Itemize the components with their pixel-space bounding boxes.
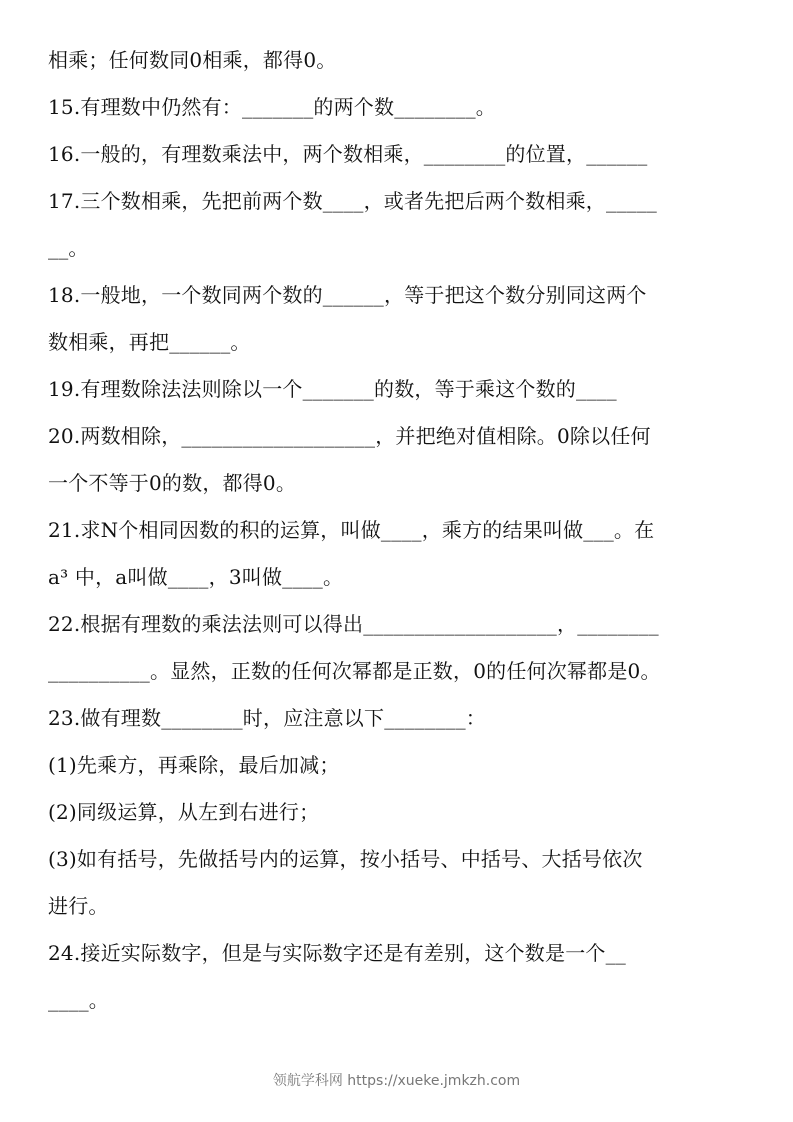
text-line: 进行。 bbox=[48, 894, 109, 918]
text-line: __。 bbox=[48, 236, 89, 260]
text-line: 数相乘，再把______。 bbox=[48, 330, 251, 354]
question-18: 18.一般地，一个数同两个数的______，等于把这个数分别同这两个 bbox=[48, 283, 647, 307]
question-21: 21.求N个相同因数的积的运算，叫做____，乘方的结果叫做___。在 bbox=[48, 518, 655, 542]
question-20: 20.两数相除，___________________，并把绝对值相除。0除以任何 bbox=[48, 424, 651, 448]
text-line: ____。 bbox=[48, 988, 109, 1012]
text-line: __________。显然，正数的任何次幂都是正数，0的任何次幂都是0。 bbox=[48, 659, 661, 683]
question-19: 19.有理数除法法则除以一个_______的数，等于乘这个数的____ bbox=[48, 377, 617, 401]
question-15: 15.有理数中仍然有：_______的两个数________。 bbox=[48, 95, 497, 119]
list-item: (2)同级运算，从左到右进行； bbox=[48, 800, 320, 824]
document-body bbox=[48, 46, 748, 1033]
page-footer: 领航学科网 https://xueke.jmkzh.com bbox=[272, 1073, 521, 1089]
question-17: 17.三个数相乘，先把前两个数____，或者先把后两个数相乘，_____ bbox=[48, 189, 658, 213]
question-16: 16.一般的，有理数乘法中，两个数相乘，________的位置，______ bbox=[48, 142, 648, 166]
list-item: (3)如有括号，先做括号内的运算，按小括号、中括号、大括号依次 bbox=[48, 847, 643, 871]
text-line: a³ 中，a叫做____，3叫做____。 bbox=[48, 565, 344, 589]
question-22: 22.根据有理数的乘法法则可以得出___________________，________ bbox=[48, 612, 659, 636]
text-line: 一个不等于0的数，都得0。 bbox=[48, 471, 297, 495]
question-23: 23.做有理数________时，应注意以下________： bbox=[48, 706, 487, 730]
question-24: 24.接近实际数字，但是与实际数字还是有差别，这个数是一个__ bbox=[48, 941, 627, 965]
text-line: 相乘；任何数同0相乘，都得0。 bbox=[48, 48, 337, 72]
list-item: (1)先乘方，再乘除，最后加减； bbox=[48, 753, 340, 777]
